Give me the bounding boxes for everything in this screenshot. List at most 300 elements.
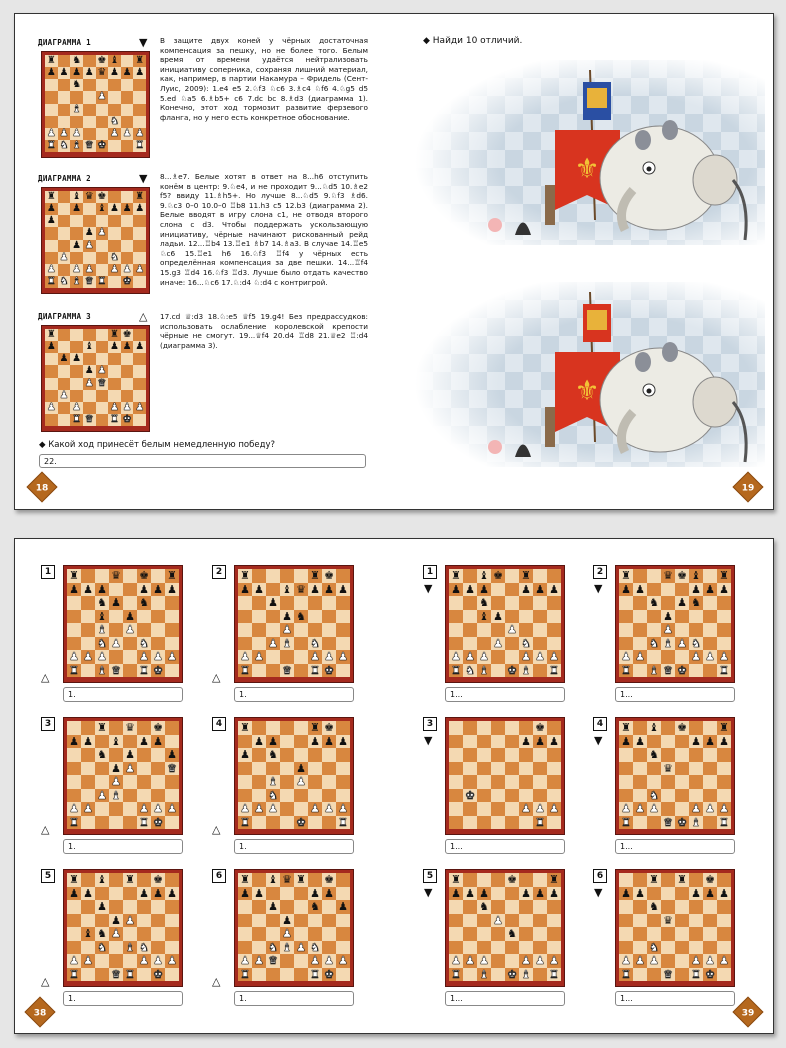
chess-piece: ♜ [240, 721, 250, 735]
side-to-move-marker: △ [41, 975, 50, 988]
board-square [45, 378, 58, 390]
chess-piece: ♜ [451, 663, 461, 677]
board-square [703, 664, 717, 678]
chess-piece: ♝ [97, 203, 107, 215]
board-square [619, 789, 633, 803]
board-square [280, 721, 294, 735]
board-square [238, 968, 252, 982]
board-square [238, 748, 252, 762]
chess-piece: ♟ [663, 609, 673, 623]
board-square [505, 569, 519, 583]
board-square [633, 900, 647, 914]
chess-piece: ♟ [97, 650, 107, 664]
board-square [123, 873, 137, 887]
board-square [280, 735, 294, 749]
board-square [67, 816, 81, 830]
puzzle-board [234, 869, 354, 987]
board-square [70, 252, 83, 264]
board-square [519, 789, 533, 803]
chess-piece: ♟ [46, 215, 56, 227]
board-square [294, 954, 308, 968]
chess-piece: ♟ [111, 775, 121, 789]
board-square [675, 748, 689, 762]
chess-piece: ♟ [705, 650, 715, 664]
chess-piece: ♟ [338, 734, 348, 748]
chess-piece: ♟ [268, 596, 278, 610]
chess-piece: ♞ [109, 251, 119, 263]
board-square [619, 569, 633, 583]
board-square [266, 954, 280, 968]
chess-piece: ♚ [507, 663, 517, 677]
board-square [137, 802, 151, 816]
chess-piece: ♟ [310, 954, 320, 968]
puzzle-number: 5 [423, 869, 437, 883]
board-square [717, 873, 731, 887]
board-square [533, 735, 547, 749]
board-square [336, 664, 350, 678]
board-square [280, 637, 294, 651]
board-square [717, 748, 731, 762]
board-square [647, 789, 661, 803]
board-square [109, 914, 123, 928]
chess-piece: ♞ [649, 748, 659, 762]
board-square [252, 968, 266, 982]
board-square [547, 789, 561, 803]
chess-piece: ♟ [111, 761, 121, 775]
board-square [109, 802, 123, 816]
board-square [449, 789, 463, 803]
board-square [280, 954, 294, 968]
answer-field[interactable]: 1... [445, 991, 565, 1006]
board-square [45, 414, 58, 426]
board-square [477, 664, 491, 678]
board-square [294, 762, 308, 776]
chess-piece: ♜ [549, 873, 559, 887]
chess-piece: ♛ [97, 377, 107, 389]
chess-piece: ♜ [691, 967, 701, 981]
answer-field[interactable]: 1. [63, 839, 183, 854]
chess-piece: ♟ [691, 650, 701, 664]
chess-piece: ♜ [109, 329, 119, 341]
board-square [717, 610, 731, 624]
answer-field[interactable]: 1. [63, 687, 183, 702]
chess-piece: ♟ [254, 650, 264, 664]
board-square [717, 596, 731, 610]
board-square [151, 748, 165, 762]
board-square [137, 569, 151, 583]
board-square [83, 116, 96, 128]
board-square [238, 762, 252, 776]
chess-piece: ♚ [324, 873, 334, 887]
board-square [121, 276, 134, 288]
board-square [151, 610, 165, 624]
board-square [703, 887, 717, 901]
board-square [308, 900, 322, 914]
board-square [252, 954, 266, 968]
answer-field[interactable]: 1. [63, 991, 183, 1006]
board-square [308, 762, 322, 776]
chess-piece: ♟ [97, 900, 107, 914]
chess-piece: ♟ [167, 582, 177, 596]
board-square [266, 637, 280, 651]
board-square [70, 341, 83, 353]
board-square [238, 569, 252, 583]
board-square [108, 91, 121, 103]
board-square [133, 67, 146, 79]
board-square [336, 968, 350, 982]
board-square [133, 104, 146, 116]
board-square [519, 735, 533, 749]
board-square [266, 816, 280, 830]
chess-piece: ♜ [240, 967, 250, 981]
board-square [336, 762, 350, 776]
board-square [463, 816, 477, 830]
board-square [58, 329, 71, 341]
board-square [505, 583, 519, 597]
board-square [322, 748, 336, 762]
board-square [449, 914, 463, 928]
answer-field[interactable]: 1... [445, 839, 565, 854]
board-square [322, 762, 336, 776]
board-square [133, 116, 146, 128]
board-square [294, 610, 308, 624]
chess-piece: ♟ [69, 802, 79, 816]
board-square [96, 341, 109, 353]
chess-piece: ♛ [84, 413, 94, 425]
chess-piece: ♟ [338, 650, 348, 664]
board-square [491, 887, 505, 901]
board-square [491, 802, 505, 816]
board-square [661, 664, 675, 678]
chess-piece: ♚ [122, 413, 132, 425]
board-square [449, 748, 463, 762]
board-square [165, 954, 179, 968]
chess-piece: ♛ [663, 569, 673, 583]
chess-piece: ♝ [97, 609, 107, 623]
board-square [633, 816, 647, 830]
chess-piece: ♟ [549, 886, 559, 900]
chess-piece: ♜ [69, 663, 79, 677]
board-square [108, 104, 121, 116]
board-square [547, 569, 561, 583]
chess-piece: ♟ [109, 203, 119, 215]
chess-piece: ♟ [59, 67, 69, 79]
board-square [449, 583, 463, 597]
chess-piece: ♜ [69, 815, 79, 829]
board-square [336, 941, 350, 955]
board-square [689, 968, 703, 982]
board-square [238, 802, 252, 816]
board-square [463, 637, 477, 651]
board-square [619, 816, 633, 830]
board-square [689, 954, 703, 968]
answer-field[interactable]: 1. [234, 991, 354, 1006]
board-square [137, 664, 151, 678]
chess-piece: ♟ [139, 886, 149, 900]
chess-piece: ♟ [72, 263, 82, 275]
chess-piece: ♝ [479, 609, 489, 623]
board-square [675, 637, 689, 651]
side-to-move-marker: ▼ [424, 886, 433, 899]
board-square [123, 762, 137, 776]
board-square [70, 378, 83, 390]
top-spread [14, 13, 774, 510]
chess-piece: ♟ [84, 365, 94, 377]
board-square [95, 927, 109, 941]
chess-piece: ♜ [69, 569, 79, 583]
board-square [70, 128, 83, 140]
chess-piece: ♟ [621, 582, 631, 596]
board-square [238, 941, 252, 955]
board-square [137, 954, 151, 968]
board-square [336, 610, 350, 624]
chess-piece: ♞ [97, 940, 107, 954]
board-square [661, 762, 675, 776]
board-square [151, 762, 165, 776]
board-square [67, 721, 81, 735]
board-square [477, 802, 491, 816]
board-square [133, 264, 146, 276]
board-square [463, 748, 477, 762]
board-square [647, 968, 661, 982]
chess-piece: ♟ [324, 582, 334, 596]
board-square [619, 650, 633, 664]
chess-piece: ♟ [635, 886, 645, 900]
board-square [83, 329, 96, 341]
chess-piece: ♝ [691, 569, 701, 583]
board-square [45, 276, 58, 288]
chess-piece: ♟ [635, 582, 645, 596]
chess-piece: ♚ [153, 721, 163, 735]
chess-piece: ♜ [240, 663, 250, 677]
chess-piece: ♜ [310, 721, 320, 735]
chess-piece: ♟ [310, 802, 320, 816]
board-square [308, 775, 322, 789]
board-square [463, 927, 477, 941]
board-square [477, 650, 491, 664]
answer-field[interactable]: 1. [234, 839, 354, 854]
chess-piece: ♟ [59, 353, 69, 365]
chess-piece: ♟ [535, 650, 545, 664]
board-square [533, 748, 547, 762]
answer-field[interactable]: 1... [615, 687, 735, 702]
board-square [151, 802, 165, 816]
board-square [308, 664, 322, 678]
board-square [95, 775, 109, 789]
board-square [83, 390, 96, 402]
board-square [109, 954, 123, 968]
answer-field[interactable]: 1. [234, 687, 354, 702]
board-square [280, 569, 294, 583]
board-square [647, 664, 661, 678]
board-square [619, 954, 633, 968]
board-square [83, 402, 96, 414]
chess-piece: ♟ [72, 67, 82, 79]
chess-piece: ♟ [719, 582, 729, 596]
board-square [151, 887, 165, 901]
chess-piece: ♞ [268, 748, 278, 762]
chess-piece: ♝ [97, 873, 107, 887]
board-square [108, 215, 121, 227]
chess-piece: ♟ [84, 377, 94, 389]
board-square [70, 140, 83, 152]
board-square [266, 748, 280, 762]
chess-piece: ♛ [663, 815, 673, 829]
chess-piece: ♟ [83, 650, 93, 664]
chess-piece: ♟ [139, 954, 149, 968]
board-square [123, 623, 137, 637]
board-square [45, 353, 58, 365]
chess-piece: ♟ [153, 954, 163, 968]
board-square [463, 914, 477, 928]
board-square [533, 596, 547, 610]
chess-piece: ♟ [240, 748, 250, 762]
board-square [322, 583, 336, 597]
board-square [137, 873, 151, 887]
board-square [70, 55, 83, 67]
board-square [137, 789, 151, 803]
answer-field[interactable]: 1... [445, 687, 565, 702]
chess-piece: ♟ [493, 636, 503, 650]
chess-piece: ♝ [479, 663, 489, 677]
board-square [491, 941, 505, 955]
board-square [280, 664, 294, 678]
chess-piece: ♟ [83, 582, 93, 596]
board-square [294, 789, 308, 803]
chess-piece: ♟ [109, 341, 119, 353]
chess-piece: ♟ [338, 954, 348, 968]
board-square [491, 968, 505, 982]
chess-piece: ♛ [282, 873, 292, 887]
board-square [519, 816, 533, 830]
diagram-2-board [41, 187, 150, 294]
chess-piece: ♜ [135, 191, 145, 203]
board-square [108, 365, 121, 377]
chess-piece: ♟ [59, 251, 69, 263]
board-square [95, 816, 109, 830]
board-square [266, 968, 280, 982]
board-square [266, 887, 280, 901]
board-square [519, 802, 533, 816]
board-square [308, 941, 322, 955]
chess-piece: ♝ [649, 721, 659, 735]
board-square [109, 748, 123, 762]
chess-piece: ♚ [153, 967, 163, 981]
board-square [336, 816, 350, 830]
puzzle-board [615, 869, 735, 987]
board-square [252, 596, 266, 610]
board-square [689, 873, 703, 887]
page-number: 18 [35, 483, 49, 494]
board-square [463, 941, 477, 955]
board-square [463, 954, 477, 968]
board-square [165, 583, 179, 597]
board-square [58, 390, 71, 402]
board-square [280, 775, 294, 789]
chess-piece: ♛ [167, 761, 177, 775]
board-square [123, 721, 137, 735]
puzzle-number: 4 [593, 717, 607, 731]
board-square [505, 927, 519, 941]
chess-piece: ♚ [153, 815, 163, 829]
board-square [121, 252, 134, 264]
board-square [533, 954, 547, 968]
board-square [491, 650, 505, 664]
chess-piece: ♟ [72, 127, 82, 139]
chess-piece: ♚ [677, 721, 687, 735]
svg-text:⚜: ⚜ [574, 374, 600, 407]
board-square [266, 650, 280, 664]
board-square [238, 650, 252, 664]
chess-piece: ♟ [122, 203, 132, 215]
board-square [70, 240, 83, 252]
chess-piece: ♟ [111, 913, 121, 927]
board-square [689, 816, 703, 830]
annotation-text-1: В защите двух коней у чёрных достаточная компенсация за пешку, но не более того. Белым время от времени удаётся нейтрализовать инициативу соперника, сохраняя лишний материал, как, например, в партии Накамура – Фридель (Сент-Луис, 2009): 1.e4 e5 2.♘f3 ♘c6 3.♗c4 ♘f6 4.♘g5 d5 5.ed ♘a5 6.♗b5+ c6 7.dc bc 8.♗d3 (диаграмма 1). Конечно, этот ход тормозит развитие ферзевого фланга, но у него есть конкретное обоснование. [160, 36, 368, 122]
board-square [505, 900, 519, 914]
board-square [165, 762, 179, 776]
board-square [58, 104, 71, 116]
board-square [633, 748, 647, 762]
chess-piece: ♟ [338, 582, 348, 596]
board-square [58, 91, 71, 103]
board-square [238, 583, 252, 597]
board-square [647, 775, 661, 789]
board-square [547, 873, 561, 887]
chess-piece: ♜ [46, 139, 56, 151]
board-square [505, 664, 519, 678]
board-square [463, 775, 477, 789]
board-square [477, 569, 491, 583]
board-square [477, 887, 491, 901]
board-square [661, 816, 675, 830]
answer-field[interactable]: 1... [615, 991, 735, 1006]
board-square [633, 650, 647, 664]
board-square [67, 735, 81, 749]
chess-piece: ♟ [167, 954, 177, 968]
board-square [67, 650, 81, 664]
board-square [95, 637, 109, 651]
chess-piece: ♟ [282, 927, 292, 941]
answer-field[interactable]: 1... [615, 839, 735, 854]
board-square [280, 900, 294, 914]
board-square [533, 887, 547, 901]
chess-piece: ♜ [451, 873, 461, 887]
chess-piece: ♝ [282, 940, 292, 954]
chess-piece: ♟ [69, 954, 79, 968]
board-square [67, 873, 81, 887]
board-square [121, 191, 134, 203]
board-square [252, 637, 266, 651]
chess-piece: ♟ [521, 886, 531, 900]
board-square [252, 900, 266, 914]
board-square [491, 664, 505, 678]
chess-piece: ♜ [72, 413, 82, 425]
chess-piece: ♟ [338, 802, 348, 816]
board-square [322, 623, 336, 637]
side-to-move-marker: △ [212, 823, 221, 836]
board-square [449, 721, 463, 735]
chess-piece: ♚ [97, 191, 107, 203]
answer-field[interactable]: 22. [39, 454, 366, 468]
board-square [83, 67, 96, 79]
svg-text:⚜: ⚜ [574, 152, 600, 185]
board-square [703, 802, 717, 816]
board-square [661, 900, 675, 914]
board-square [477, 762, 491, 776]
board-square [633, 664, 647, 678]
board-square [137, 650, 151, 664]
